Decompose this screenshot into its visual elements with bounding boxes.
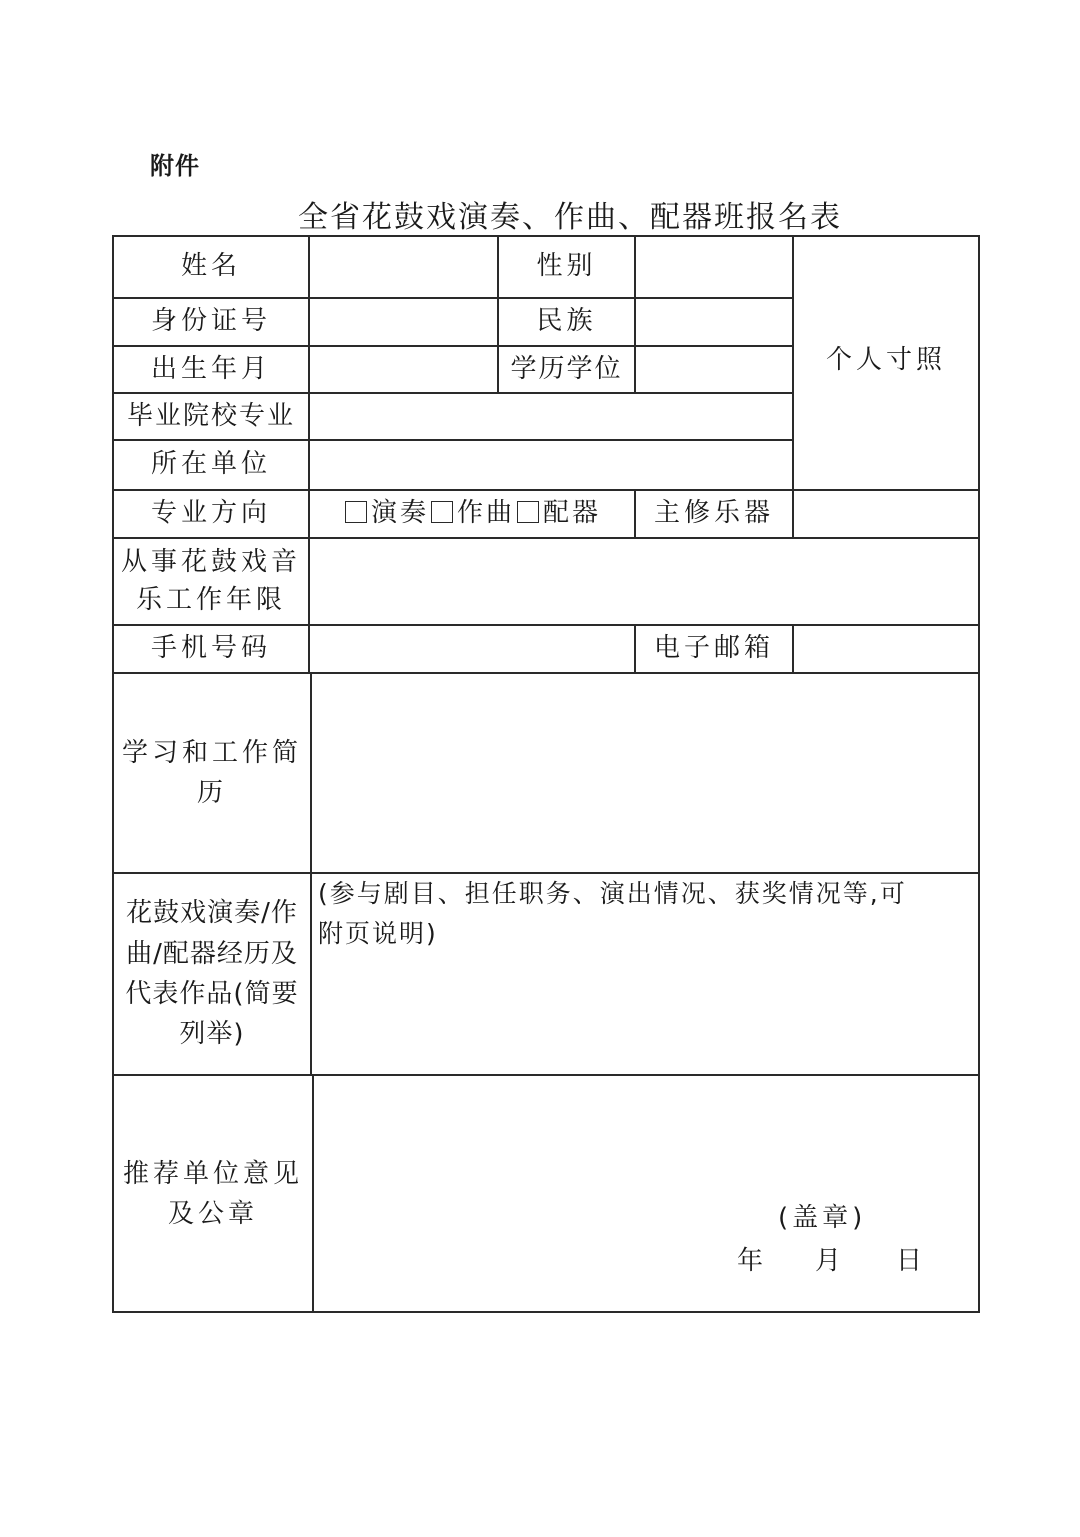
- date-year: 年: [737, 1246, 764, 1276]
- experience-label: 花鼓戏演奏/作 曲/配器经历及 代表作品(简要 列举): [113, 873, 311, 1075]
- id-label: 身份证号: [113, 298, 309, 346]
- option-composition[interactable]: 作曲: [429, 495, 515, 533]
- recommend-label: 推荐单位意见 及公章: [113, 1075, 313, 1313]
- date-day: 日: [896, 1246, 923, 1276]
- photo-label: 个人寸照: [825, 345, 946, 376]
- table-border: [112, 235, 980, 1313]
- email-label: 电子邮箱: [635, 625, 793, 673]
- experience-hint-line2: 附页说明): [318, 919, 438, 948]
- option-orchestration[interactable]: 配器: [515, 495, 601, 533]
- specialty-label: 专业方向: [113, 490, 309, 538]
- date-month: 月: [815, 1246, 842, 1276]
- gender-label: 性别: [498, 236, 635, 298]
- attachment-label: 附件: [150, 152, 200, 180]
- employer-label: 所在单位: [113, 440, 309, 490]
- name-label: 姓名: [113, 236, 309, 298]
- seal-label: (盖章): [778, 1203, 867, 1233]
- ethnicity-label: 民族: [498, 298, 635, 346]
- instrument-label: 主修乐器: [635, 490, 793, 538]
- school-label: 毕业院校专业: [113, 393, 309, 440]
- birth-label: 出生年月: [113, 346, 309, 393]
- phone-label: 手机号码: [113, 625, 309, 673]
- years-label: 从事花鼓戏音 乐工作年限: [113, 538, 309, 625]
- resume-label: 学习和工作简 历: [113, 673, 311, 873]
- page-title: 全省花鼓戏演奏、作曲、配器班报名表: [298, 200, 842, 235]
- experience-hint-line1: (参与剧目、担任职务、演出情况、获奖情况等,可: [318, 879, 907, 908]
- option-performance[interactable]: 演奏: [343, 495, 429, 533]
- education-label: 学历学位: [498, 346, 635, 393]
